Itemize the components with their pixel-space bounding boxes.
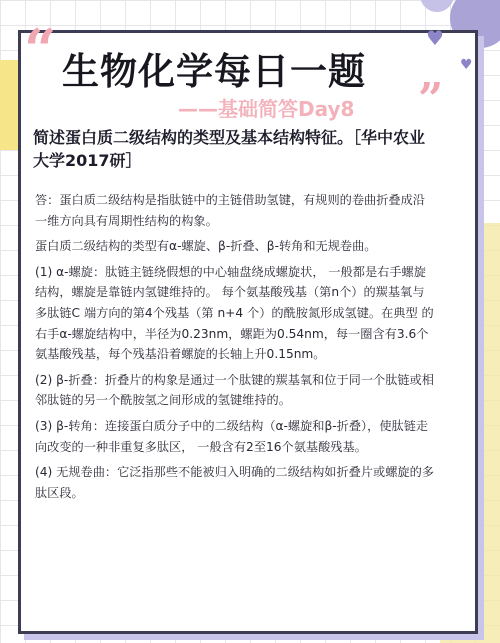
yellow-tape-decoration <box>0 60 18 150</box>
answer-body <box>35 190 435 508</box>
purple-small-circle-decoration <box>420 0 454 12</box>
answer-types: 蛋白质二级结构的类型有α-螺旋、β-折叠、β-转角和无规卷曲。 <box>35 239 377 254</box>
answer-random-coil: (4) 无规卷曲：它泛指那些不能被归入明确的二级结构如折叠片或螺旋的多肽区段。 <box>35 465 434 500</box>
page-title: 生物化学每日一题 <box>62 50 366 93</box>
close-quote-icon: ” <box>418 74 444 125</box>
page-subtitle: ——基础简答Day8 <box>178 97 355 121</box>
question-text: 简述蛋白质二级结构的类型及基本结构特征。［华中农业大学2017研］ <box>33 128 426 170</box>
heart-icon: ♥ <box>426 26 444 50</box>
heart-icon-small: ♥ <box>460 57 473 73</box>
open-quote-icon: “ <box>24 17 57 83</box>
answer-alpha-helix: (1) α-螺旋：肽链主链绕假想的中心轴盘绕成螺旋状， 一般都是右手螺旋结构，螺旋是靠链内氢键维持的。 每个氨基酸残基（第n个）的羰基氧与多肽链C 端方向的第4个残基（第 n+4 个）的酰胺氮形成氢键。在典型 的右手α-螺旋结构中，半径为0.23nm，螺距为0.54nm，每一圈含有3.6个氨基酸残基，每个残基沿着螺旋的长轴上升0.15nm。 <box>35 264 434 362</box>
answer-intro: 答：蛋白质二级结构是指肽链中的主链借助氢键，有规则的卷曲折叠成沿一维方向具有周期性结构的构象。 <box>35 193 425 228</box>
answer-beta-turn: (3) β-转角：连接蛋白质分子中的二级结构（α-螺旋和β-折叠），使肽链走向改变的一种非重复多肽区， 一般含有2至16个氨基酸残基。 <box>35 418 429 454</box>
answer-beta-sheet: (2) β-折叠：折叠片的构象是通过一个肽键的羰基氧和位于同一个肽链或相邻肽链的另一个酰胺氢之间形成的氢键维持的。 <box>35 372 434 408</box>
